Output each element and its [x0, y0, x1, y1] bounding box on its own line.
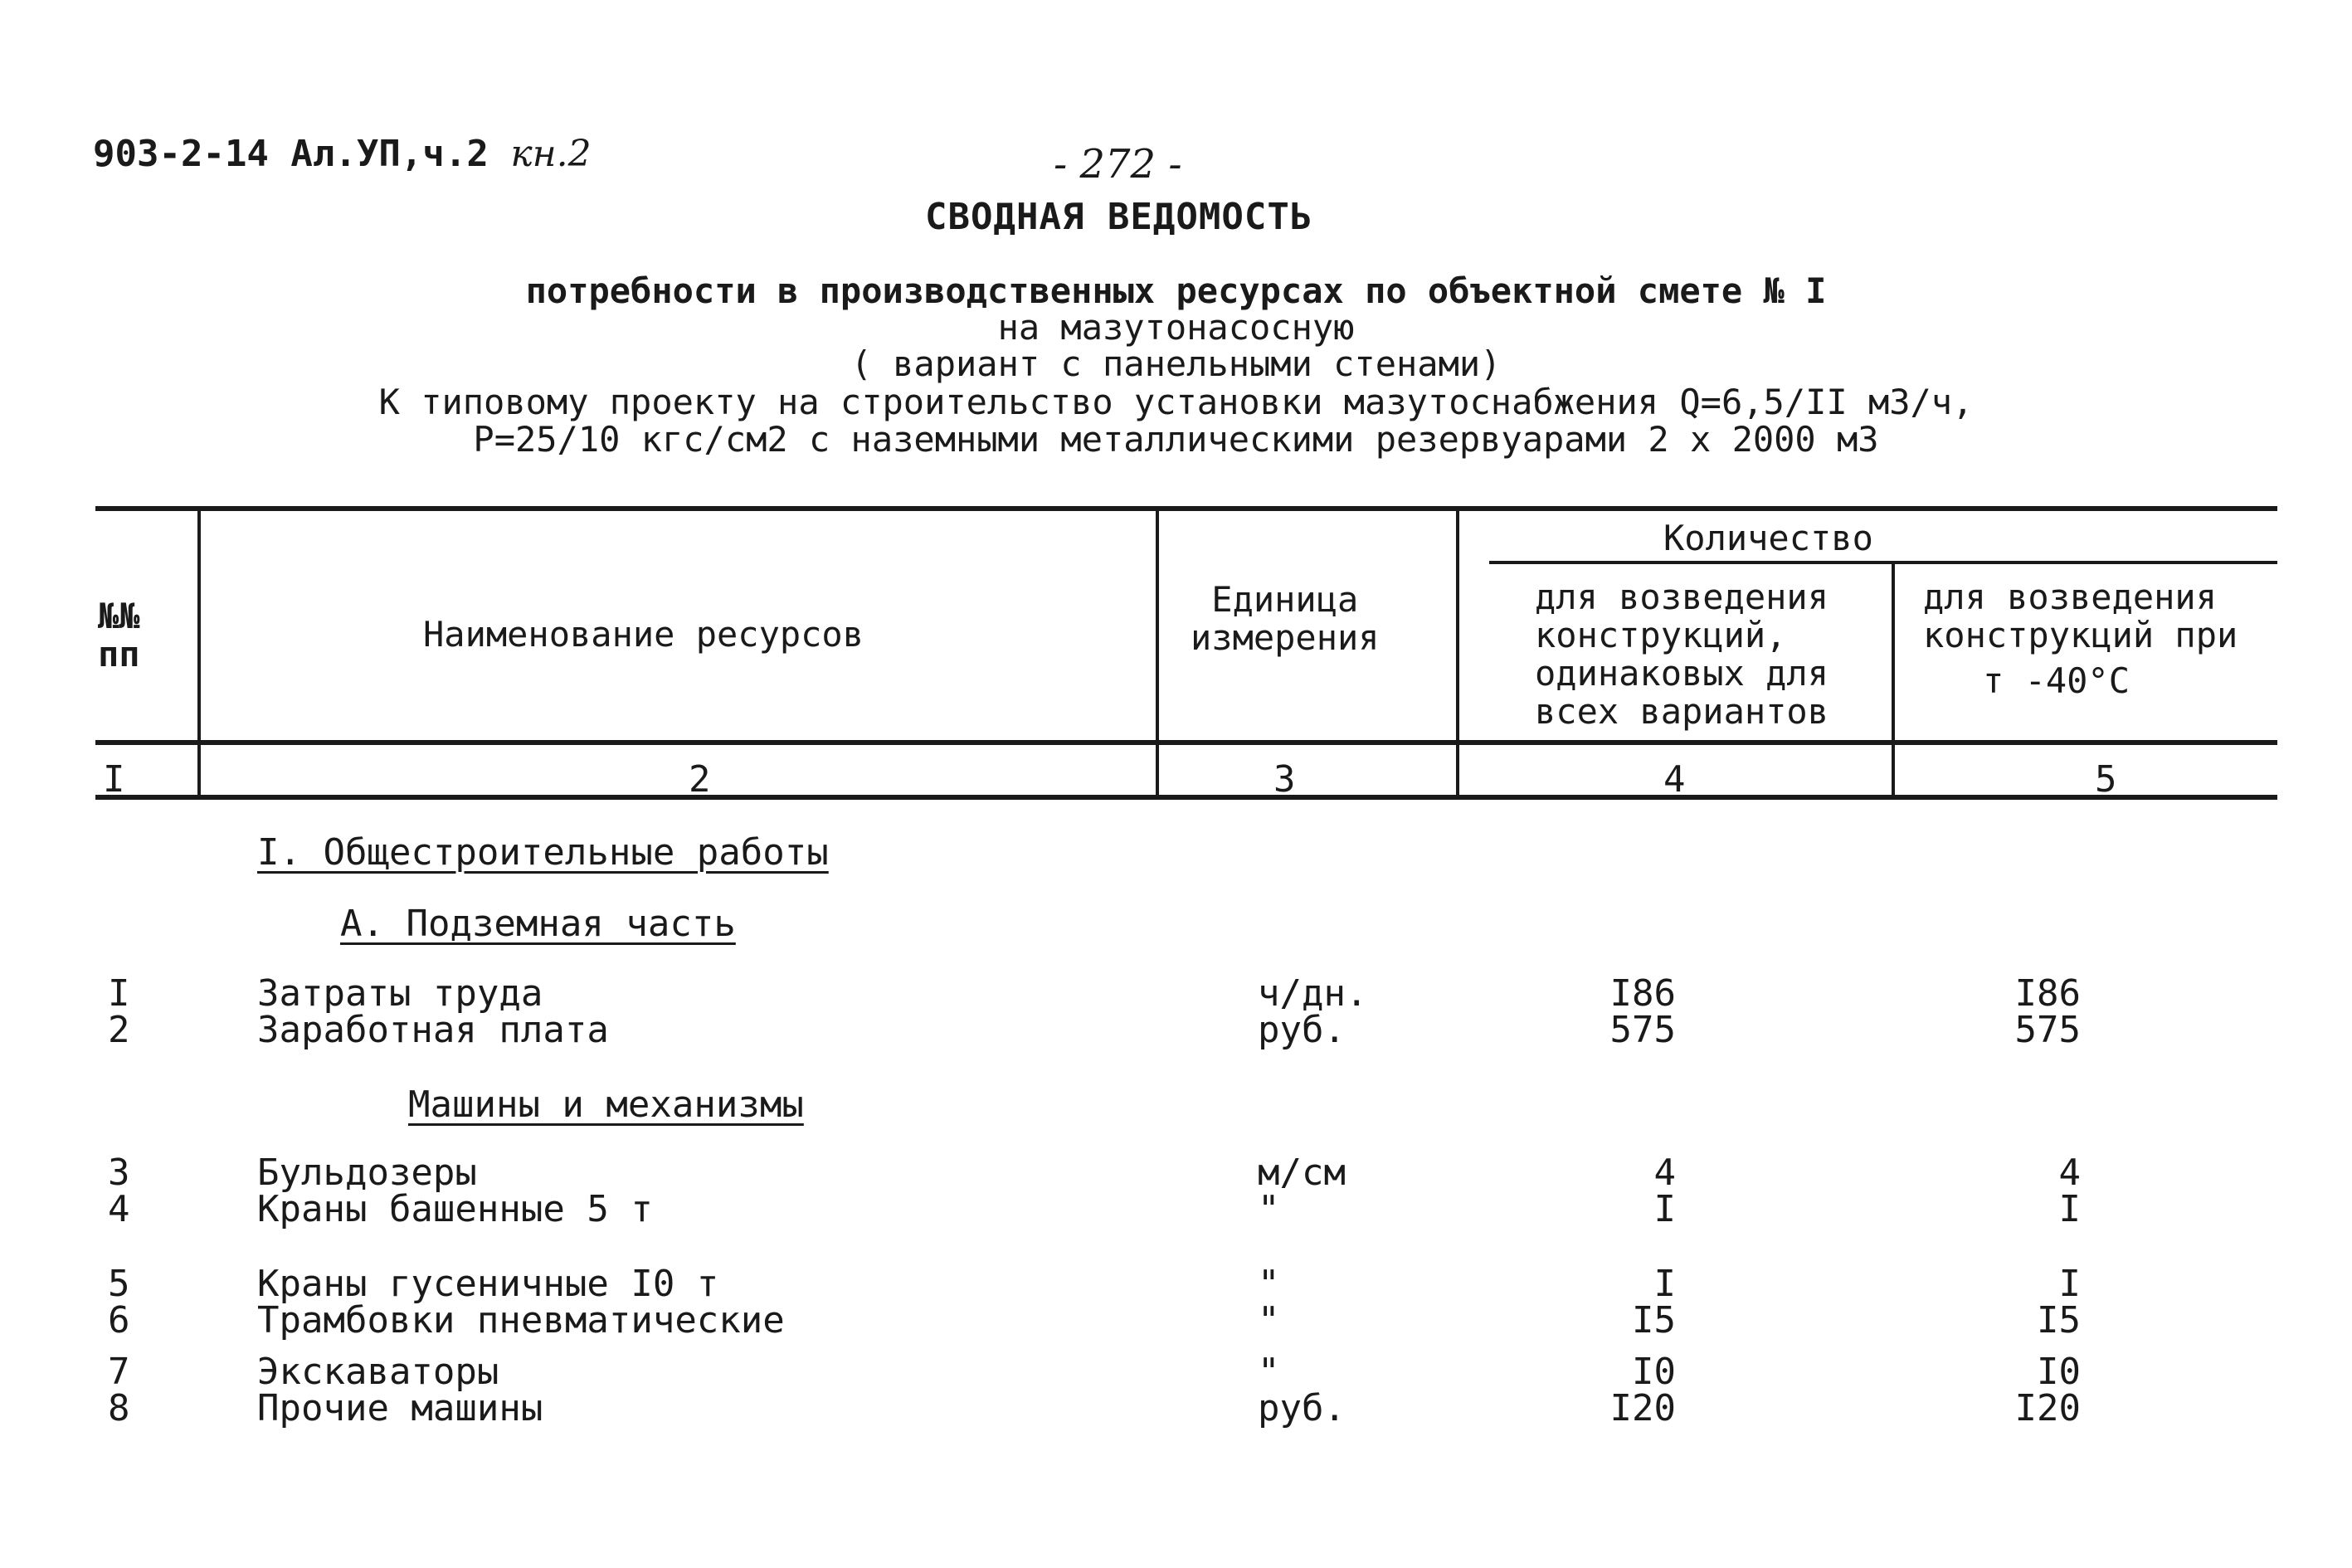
header-qty-common — [1535, 578, 1829, 731]
row-qty-cold: I — [2058, 1263, 2081, 1305]
row-number: 6 — [108, 1299, 130, 1342]
section-heading — [257, 831, 829, 874]
row-qty-common: 4 — [1653, 1152, 1676, 1194]
header-unit — [1191, 581, 1380, 657]
row-qty-common: 575 — [1609, 1009, 1676, 1051]
header-qty-cold-line-1: для возведения — [1923, 577, 2218, 617]
row-name: Трамбовки пневматические — [257, 1299, 785, 1342]
row-number: 7 — [108, 1351, 130, 1393]
row-unit: м/см — [1258, 1152, 1346, 1194]
document-code — [93, 133, 592, 175]
header-qty-common-line-3: одинаковых для — [1535, 653, 1829, 694]
col-divider-4 — [1892, 562, 1895, 798]
quantity-subrule — [1489, 561, 2277, 564]
header-qty-common-line-4: всех вариантов — [1535, 691, 1829, 732]
row-number: I — [108, 972, 130, 1015]
row-number: 5 — [108, 1263, 130, 1305]
row-unit: руб. — [1258, 1387, 1346, 1429]
row-qty-common: I — [1653, 1263, 1676, 1305]
header-unit-line-1: Единица — [1211, 579, 1359, 620]
header-qty-common-line-2: конструкций, — [1535, 615, 1787, 655]
header-row-number — [98, 597, 140, 674]
header-qty-cold-line-2: конструкций при — [1923, 615, 2238, 655]
col-divider-1 — [197, 508, 201, 798]
row-number: 8 — [108, 1387, 130, 1429]
column-number-1: I — [103, 758, 125, 801]
subsection-heading-text: А. Подземная часть — [340, 903, 736, 945]
subtitle-line-4: К типовому проекту на строительство установки мазутоснабжения Q=6,5/II м3/ч, — [378, 382, 1974, 422]
header-row-number-line-1: №№ — [98, 596, 140, 636]
column-number-rule — [95, 795, 2277, 800]
column-number-2: 2 — [689, 758, 711, 801]
doc-code-number: 903-2-14 — [93, 133, 269, 175]
row-qty-common: I — [1653, 1188, 1676, 1230]
row-unit: " — [1258, 1188, 1280, 1230]
subtitle-line-3: ( вариант с панельными стенами) — [850, 343, 1502, 384]
row-qty-cold: I5 — [2037, 1299, 2081, 1342]
row-name: Заработная плата — [257, 1009, 609, 1051]
row-unit: ч/дн. — [1258, 972, 1368, 1015]
header-bottom-rule — [95, 740, 2277, 745]
page-title: СВОДНАЯ ВЕДОМОСТЬ — [925, 196, 1313, 238]
row-unit: " — [1258, 1263, 1280, 1305]
row-unit: " — [1258, 1299, 1280, 1342]
doc-code-album: Ал.УП,ч.2 — [290, 133, 489, 175]
col-divider-3 — [1456, 508, 1459, 798]
row-name: Краны гусеничные I0 т — [257, 1263, 719, 1305]
header-resource-name: Наименование ресурсов — [423, 614, 864, 655]
section-heading-text: I. Общестроительные работы — [257, 831, 829, 874]
group-heading-machines-text: Машины и механизмы — [408, 1083, 804, 1126]
header-qty-common-line-1: для возведения — [1535, 577, 1829, 617]
subtitle-line-1: потребности в производственных ресурсах по объектной смете № I — [525, 270, 1827, 311]
row-qty-common: I5 — [1632, 1299, 1676, 1342]
header-unit-line-2: измерения — [1191, 617, 1380, 658]
subsection-heading — [340, 903, 736, 945]
subtitle-line-2: на мазутонасосную — [997, 307, 1355, 348]
row-qty-common: I0 — [1632, 1351, 1676, 1393]
row-qty-cold: I20 — [2014, 1387, 2081, 1429]
table-top-rule — [95, 506, 2277, 511]
column-number-4: 4 — [1663, 758, 1686, 801]
row-qty-cold: I86 — [2014, 972, 2081, 1015]
header-qty-cold — [1923, 578, 2238, 655]
group-heading-machines — [408, 1083, 804, 1126]
header-qty-cold-temperature: т -40°С — [1983, 660, 2130, 701]
row-qty-cold: 575 — [2014, 1009, 2081, 1051]
row-number: 4 — [108, 1188, 130, 1230]
doc-code-book: кн.2 — [510, 133, 592, 175]
page-number: - 272 - — [1054, 141, 1182, 187]
row-qty-cold: 4 — [2058, 1152, 2081, 1194]
header-quantity: Количество — [1663, 518, 1873, 558]
row-name: Затраты труда — [257, 972, 543, 1015]
row-unit: " — [1258, 1351, 1280, 1393]
row-unit: руб. — [1258, 1009, 1346, 1051]
header-row-number-line-2: пп — [98, 634, 140, 674]
row-qty-common: I20 — [1609, 1387, 1676, 1429]
row-name: Краны башенные 5 т — [257, 1188, 653, 1230]
subtitle-line-5: Р=25/10 кгс/см2 с наземными металлическими резервуарами 2 х 2000 м3 — [473, 419, 1879, 460]
row-qty-cold: I0 — [2037, 1351, 2081, 1393]
row-name: Бульдозеры — [257, 1152, 477, 1194]
row-number: 2 — [108, 1009, 130, 1051]
row-qty-common: I86 — [1609, 972, 1676, 1015]
col-divider-2 — [1156, 508, 1159, 798]
row-qty-cold: I — [2058, 1188, 2081, 1230]
row-name: Экскаваторы — [257, 1351, 499, 1393]
column-number-5: 5 — [2095, 758, 2117, 801]
row-name: Прочие машины — [257, 1387, 543, 1429]
row-number: 3 — [108, 1152, 130, 1194]
column-number-3: 3 — [1273, 758, 1296, 801]
